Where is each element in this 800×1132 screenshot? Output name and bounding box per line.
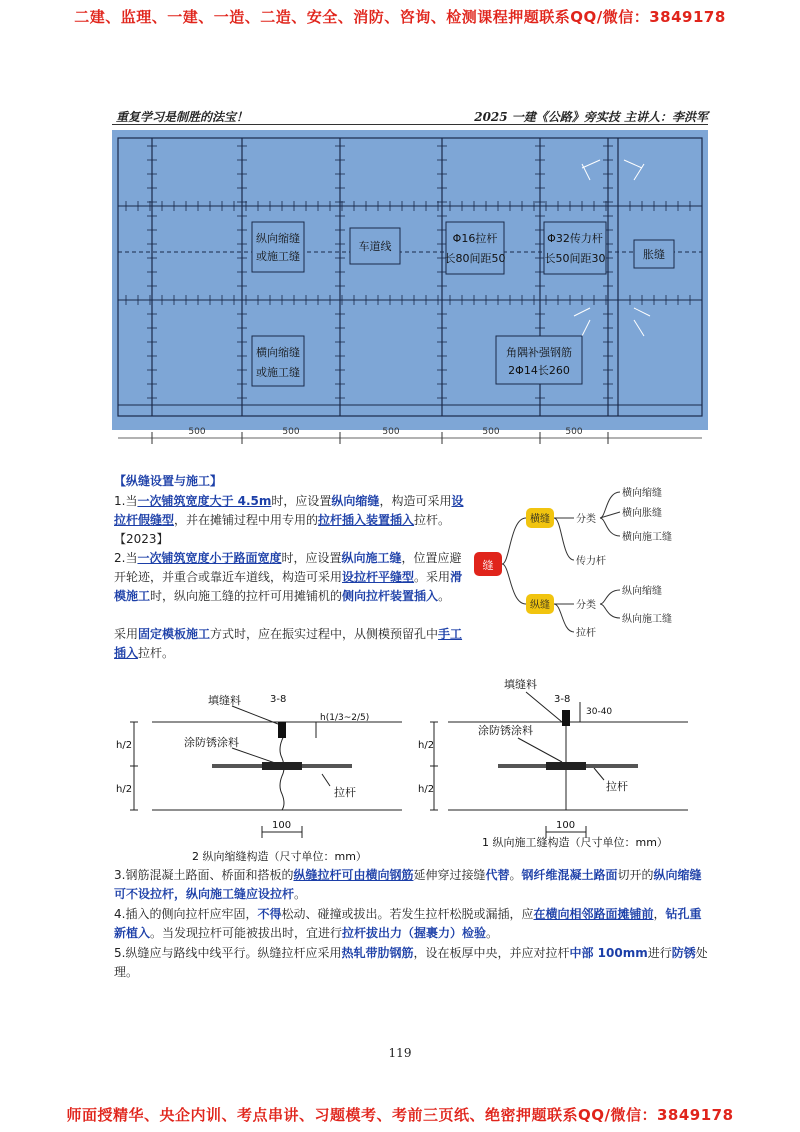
plan-label-longitudinal-b: 或施工缝 [256,250,300,263]
p5-b: 不得 [257,907,282,921]
fig-longitudinal-construction-joint [418,662,708,872]
leader-tie [594,768,604,780]
p5-i: 。 [486,926,499,940]
plan-label-expansion: 胀缝 [643,248,665,261]
p4-e: 。 [509,868,522,882]
p2-a: 2.当 [114,551,138,565]
p6-f: 防 [671,946,684,960]
leader-coat [518,738,562,762]
sealant-block [278,722,286,738]
p6-e: 进行 [647,946,672,960]
p1-f: 用 [439,494,452,508]
joint-label-box-5 [544,222,606,274]
p4-g: 切开的 [617,868,654,882]
p4-b: 纵缝拉杆可由横向钢筋 [293,868,414,882]
joint-mindmap [470,480,710,650]
p1-a: 1.当 [114,494,138,508]
fig2-h-bottom: h/2 [418,784,435,795]
mindmap-root: 缝 [482,559,494,572]
fig1-h-bottom: h/2 [116,784,133,795]
p1-b: 一次铺筑宽度大于 4.5m [137,494,272,508]
leader-tie [322,774,330,786]
fig2-fill: 填缝料 [504,678,537,691]
fig1-caption: 2 纵向缩缝构造（尺寸单位：mm） [192,850,367,863]
p4-c: 延伸穿过接缝 [413,868,486,882]
dim-500-1: 500 [188,427,206,437]
plan-label-transverse-b: 或施工缝 [256,366,300,379]
mindmap-tie: 拉杆 [576,628,596,639]
bottom-banner: 师面授精华、央企内训、考点串讲、习题模考、考前三页纸、绝密押题联系QQ/微信：3849178 [66,1106,734,1124]
mindmap-longitudinal: 纵缝 [530,600,550,611]
coated-zone [546,762,586,770]
p4-d: 代替 [485,868,510,882]
fig1-len: 100 [272,820,292,831]
p6-g: 锈 [683,946,696,960]
p2-h: 。 [414,570,427,584]
fig1-h-top: h/2 [116,740,133,751]
paragraph-3 [114,625,464,663]
p1-d: 纵向缩缝 [331,494,380,508]
p5-h: 拉杆拔出力（握裹力）检验 [342,926,487,940]
p4-a: 3.钢筋混凝土路面、桥面和搭板的 [114,868,294,882]
joint-label-box-1 [252,222,304,272]
fig2-len: 100 [556,820,576,831]
paragraph-1 [114,492,464,549]
header-rule [112,124,708,125]
dim-500-3: 500 [382,427,400,437]
plan-label-tie-bar: Φ16拉杆 [452,232,498,245]
p4-h: 纵向缩缝可不设拉杆，纵向施工缝应设拉杆 [114,868,702,901]
mindmap-h2: 横向胀缝 [622,508,662,519]
fig2-depth: 30-40 [586,707,613,717]
p2-g: 设拉杆平缝型 [342,570,415,584]
p2-m: 置插入 [402,589,439,603]
paragraph-5 [114,905,710,943]
p5-g: 。当发现拉杆可能被拔出时，宜进行 [150,926,343,940]
sealant-block [562,710,570,726]
mindmap-classify-1: 分类 [576,514,596,525]
plan-label-tie-bar-b: 长80间距50 [444,252,506,265]
page-number: 119 [388,1046,412,1060]
p2-k: 时，纵向施工缝的拉杆可用摊铺机的 [150,589,343,603]
p6-h: 处理。 [114,946,708,979]
fig-longitudinal-contraction-joint [112,662,412,872]
fig1-coat: 涂防锈涂料 [184,736,239,749]
fig1-fill: 填缝料 [208,694,241,707]
fig2-caption: 1 纵向施工缝构造（尺寸单位：mm） [482,836,668,849]
dim-500-2: 500 [282,427,300,437]
header-motto: 重复学习是制胜的法宝！ [116,110,249,124]
mindmap-v1: 纵向缩缝 [622,586,662,597]
header-course-title: 2025 一建《公路》旁实技 主讲人：李洪军 [474,110,708,124]
p2-f: 应避开轮迹，并重合或靠近车道线，构造可采用 [114,551,462,584]
paragraph-6 [114,944,710,982]
joint-label-box-4 [445,222,506,274]
p3-b: 固定模板施工 [138,627,211,641]
p1-h: ，并在摊铺过程中用专用的 [174,513,319,527]
p1-c: 时，应设置 [271,494,332,508]
plan-label-dowel: Φ32传力杆 [547,232,603,245]
plan-label-corner-bars: 角隅补强钢筋 [506,346,572,359]
p5-f: 钻孔重新植入 [114,907,702,940]
dim-500-4: 500 [482,427,500,437]
top-banner: 二建、监理、一建、一造、二造、安全、消防、咨询、检测课程押题联系QQ/微信：3849178 [74,8,726,26]
p2-b: 一次铺筑宽度小于路面宽度 [137,551,282,565]
fig2-coat: 涂防锈涂料 [478,724,533,737]
fig2-h-top: h/2 [418,740,435,751]
p6-b: 热轧带肋钢筋 [341,946,414,960]
joint-layout-plan [112,130,708,460]
p6-d: 中部 100mm [569,946,648,960]
p3-c: 方式时，应在振实过程中，从侧模预留孔中 [210,627,439,641]
plan-label-longitudinal: 纵向缩缝 [256,232,300,245]
p4-f: 钢纤维混凝土路面 [521,868,618,882]
plan-label-transverse: 横向缩缝 [256,346,300,359]
coated-zone [262,762,302,770]
p3-d: 手工插入 [114,627,463,660]
p2-c: 时，应设置 [281,551,342,565]
p2-i: 采用 [426,570,451,584]
mindmap-v2: 纵向施工缝 [622,614,672,625]
p2-j: 滑模施工 [114,570,463,603]
mindmap-transverse: 横缝 [530,514,550,525]
section-heading [114,472,222,491]
p1-i: 拉杆插入装置插入 [318,513,415,527]
paragraph-2 [114,549,464,606]
fig1-width: 3-8 [270,694,287,705]
paragraph-4 [114,866,710,904]
fig2-width: 3-8 [554,694,571,705]
joint-label-box-6 [634,240,674,268]
fig1-tie: 拉杆 [334,786,356,799]
dim-500-5: 500 [565,427,583,437]
p1-g: 设拉杆假缝型 [114,494,464,527]
p3-e: 拉杆。 [138,646,175,660]
p2-l: 侧向拉杆装 [342,589,403,603]
mindmap-classify-2: 分类 [576,600,596,611]
p1-j: 拉杆。【2023】 [114,513,451,546]
fig2-tie: 拉杆 [606,780,628,793]
joint-label-box-7 [496,336,582,384]
joint-label-box-2 [252,336,304,386]
mindmap-dowel: 传力杆 [576,556,606,567]
p4-i: 。 [294,887,307,901]
mindmap-h3: 横向施工缝 [622,532,672,543]
p5-c: 松动、碰撞或拔出。若发生拉杆松脱或漏插，应 [281,907,534,921]
plan-label-dowel-b: 长50间距30 [544,252,606,265]
mindmap-h1: 横向缩缝 [622,488,662,499]
p3-a: 采用 [114,627,139,641]
p5-e: ， [653,907,666,921]
section-title: 【纵缝设置与施工】 [114,474,223,488]
p5-d: 在横向相邻路面摊铺前 [533,907,654,921]
p6-a: 5.纵缝应与路线中线平行。纵缝拉杆应采用 [114,946,342,960]
joint-label-box-3 [350,228,400,264]
leader-coat [232,748,278,764]
p2-e: ，位置 [401,551,438,565]
p2-n: 。 [438,589,451,603]
p6-c: ，设在板厚中央，并应对拉杆 [413,946,570,960]
fig1-depth: h(1/3~2/5) [320,713,370,723]
p1-e: ，构造可采 [379,494,440,508]
plan-label-lane-line: 车道线 [358,240,392,253]
plan-label-corner-bars-b: 2Φ14长260 [508,364,570,377]
leader-fill [232,706,278,724]
p2-d: 纵向施工缝 [341,551,402,565]
p5-a: 4.插入的侧向拉杆应牢固， [114,907,258,921]
